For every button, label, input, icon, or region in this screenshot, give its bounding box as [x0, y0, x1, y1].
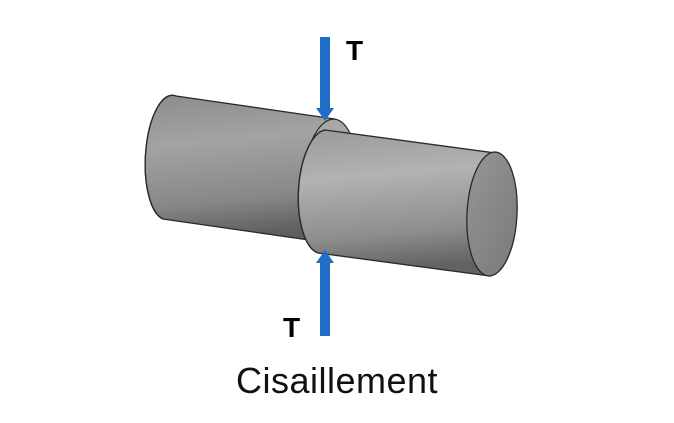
- force-top-arrow-shaft: [320, 37, 330, 109]
- force-top-arrow: [316, 37, 334, 121]
- force-bottom-arrow-shaft: [320, 262, 330, 336]
- right-cylinder: [298, 130, 520, 277]
- diagram-caption: Cisaillement: [235, 360, 439, 401]
- force-top-label: T: [346, 35, 364, 66]
- force-bottom-label: T: [283, 312, 301, 343]
- force-bottom-arrow: [316, 250, 334, 336]
